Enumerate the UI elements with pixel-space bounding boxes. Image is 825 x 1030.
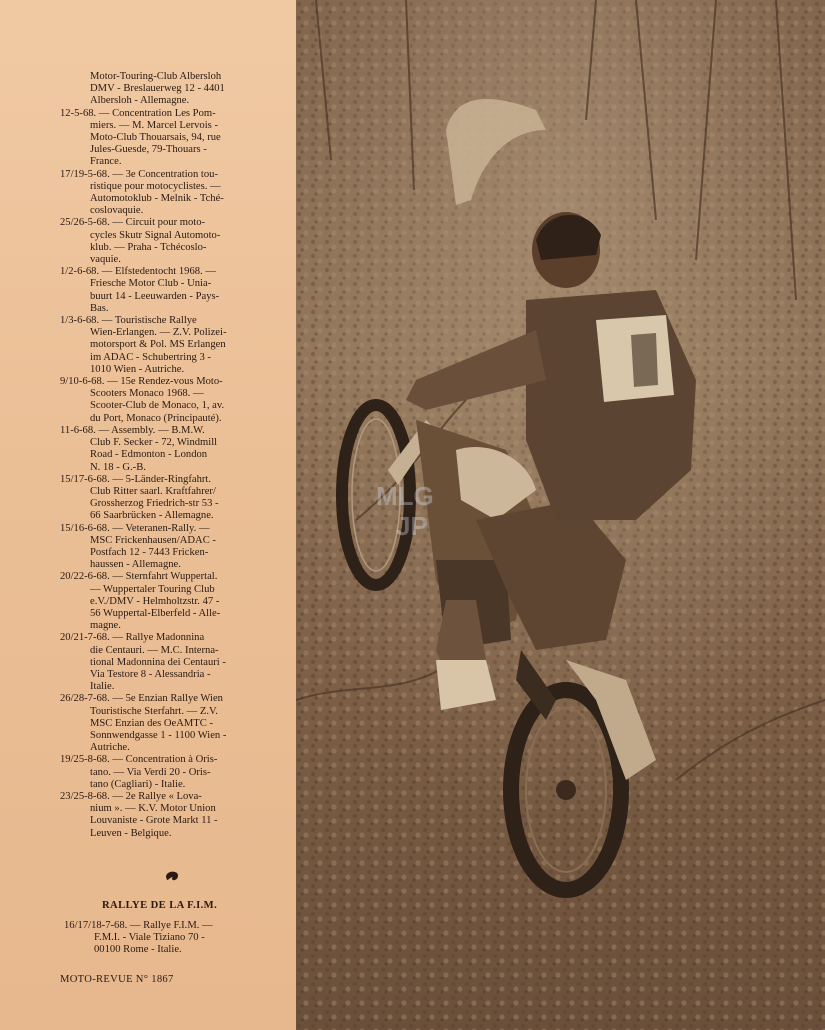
rider-photo-image (296, 0, 825, 1030)
calendar-entry-line: Friesche Motor Club - Unia- (90, 278, 212, 290)
calendar-entry (60, 169, 288, 218)
ornament-icon (164, 869, 180, 883)
rider-photo (296, 0, 825, 1030)
calendar-entry-line: Autriche. (90, 742, 130, 754)
calendar-entry (60, 571, 288, 632)
fim-section-heading: RALLYE DE LA F.I.M. (102, 900, 218, 911)
calendar-entry-headline: 1/3-6-68. — Touristische Rallye (60, 315, 197, 327)
calendar-entry-line: Leuven - Belgique. (90, 827, 172, 839)
calendar-entry-line: ristique pour motocyclistes. — (90, 180, 221, 192)
calendar-entry-headline: 19/25-8-68. — Concentration à Oris- (60, 754, 218, 766)
event-calendar (60, 71, 288, 840)
fim-line: 00100 Rome - Italie. (94, 944, 182, 956)
calendar-entry-line: tano (Cagliari) - Italie. (90, 778, 186, 790)
calendar-entry-headline: 25/26-5-68. — Circuit pour moto- (60, 217, 206, 229)
calendar-entry-line: Albersloh - Allemagne. (90, 95, 190, 107)
calendar-entry-line: N. 18 - G.-B. (90, 461, 146, 473)
calendar-entry-line: Road - Edmonton - London (90, 449, 208, 461)
calendar-entry-line: DMV - Breslauerweg 12 - 4401 (90, 83, 225, 95)
calendar-entry-line: Postfach 12 - 7443 Fricken- (90, 546, 209, 558)
calendar-entry-headline: 9/10-6-68. — 15e Rendez-vous Moto- (60, 376, 223, 388)
calendar-entry-line: Motor-Touring-Club Albersloh (90, 71, 222, 82)
calendar-entry-line: Club F. Secker - 72, Windmill (90, 437, 218, 449)
calendar-entry-line: MSC Enzian des OeAMTC - (90, 717, 213, 729)
calendar-entry-line: Italie. (90, 681, 115, 693)
calendar-entry-line: Via Testore 8 - Alessandria - (90, 668, 211, 680)
page-footer: MOTO-REVUE N° 1867 (60, 974, 174, 985)
calendar-entry-line: miers. — M. Marcel Lervois - (90, 119, 218, 131)
calendar-entry (60, 108, 288, 169)
calendar-entry-line: Bas. (90, 302, 109, 314)
calendar-entry-line: Touristische Sterfahrt. — Z.V. (90, 705, 218, 717)
calendar-entry-line: 1010 Wien - Autriche. (90, 363, 185, 375)
calendar-entry-headline: 15/16-6-68. — Veteranen-Rally. — (60, 522, 210, 534)
calendar-entry-line: 56 Wuppertal-Elberfeld - Alle- (90, 607, 221, 619)
calendar-entry (60, 791, 288, 840)
svg-text:MLG: MLG (376, 481, 434, 511)
calendar-entry-line: motorsport & Pol. MS Erlangen (90, 339, 226, 351)
calendar-entry-headline: 1/2-6-68. — Elfstedentocht 1968. — (60, 266, 216, 278)
calendar-entry-line: tional Madonnina dei Centauri - (90, 656, 226, 668)
calendar-entry (60, 217, 288, 266)
calendar-entry-line: buurt 14 - Leeuwarden - Pays- (90, 290, 220, 302)
calendar-entry-line: du Port, Monaco (Principauté). (90, 412, 222, 424)
calendar-entry-line: MSC Frickenhausen/ADAC - (90, 534, 216, 546)
calendar-entry-line: nium ». — K.V. Motor Union (90, 803, 216, 815)
svg-text:JP: JP (396, 511, 428, 541)
calendar-entry-line: Club Ritter saarl. Kraftfahrer/ (90, 485, 216, 497)
calendar-entry-line: magne. (90, 620, 121, 632)
calendar-entry-headline: 12-5-68. — Concentration Les Pom- (60, 107, 216, 119)
calendar-entry (60, 266, 288, 315)
fim-entry (64, 920, 288, 957)
calendar-entry-line: cycles Skutr Signal Automoto- (90, 229, 221, 241)
calendar-entry-line: Moto-Club Thouarsais, 94, rue (90, 132, 221, 144)
calendar-entry-line: coslovaquie. (90, 205, 144, 217)
calendar-entry (60, 693, 288, 754)
calendar-entry-line: e.V./DMV - Helmholtzstr. 47 - (90, 595, 220, 607)
calendar-entry-line: 66 Saarbrücken - Allemagne. (90, 510, 214, 522)
calendar-entry-line: vaquie. (90, 254, 121, 266)
calendar-entry-line: tano. — Via Verdi 20 - Oris- (90, 766, 211, 778)
calendar-entry-line: Jules-Guesde, 79-Thouars - (90, 144, 207, 156)
calendar-entry-headline: 23/25-8-68. — 2e Rallye « Lova- (60, 790, 202, 802)
calendar-entry-line: die Centauri. — M.C. Interna- (90, 644, 219, 656)
calendar-entry (60, 754, 288, 791)
calendar-entry-line: Grossherzog Friedrich-str 53 - (90, 498, 219, 510)
calendar-entry-headline: 26/28-7-68. — 5e Enzian Rallye Wien (60, 693, 223, 705)
text-column (0, 0, 296, 1030)
calendar-entry-line: Wien-Erlangen. — Z.V. Polizei- (90, 327, 227, 339)
calendar-entry-line: Scooter-Club de Monaco, 1, av. (90, 400, 225, 412)
calendar-entry-headline: 20/21-7-68. — Rallye Madonnina (60, 632, 205, 644)
calendar-entry-line: — Wuppertaler Touring Club (90, 583, 215, 595)
calendar-entry-line: haussen - Allemagne. (90, 559, 181, 571)
calendar-entry-line: Scooters Monaco 1968. — (90, 388, 204, 400)
calendar-entry (60, 71, 288, 108)
calendar-entry-line: Louvaniste - Grote Markt 11 - (90, 815, 218, 827)
calendar-entry-line: Automotoklub - Melnik - Tché- (90, 193, 224, 205)
calendar-entry-line: Sonnwendgasse 1 - 1100 Wien - (90, 729, 227, 741)
calendar-entry (60, 632, 288, 693)
calendar-entry (60, 376, 288, 425)
calendar-entry-headline: 20/22-6-68. — Sternfahrt Wuppertal. (60, 571, 218, 583)
calendar-entry (60, 315, 288, 376)
calendar-entry-headline: 15/17-6-68. — 5-Länder-Ringfahrt. (60, 473, 212, 485)
calendar-entry-line: im ADAC - Schubertring 3 - (90, 351, 211, 363)
calendar-entry (60, 425, 288, 474)
fim-line: 16/17/18-7-68. — Rallye F.I.M. — (64, 920, 213, 931)
calendar-entry-headline: 17/19-5-68. — 3e Concentration tou- (60, 168, 218, 180)
calendar-entry (60, 523, 288, 572)
fim-line: F.M.I. - Viale Tiziano 70 - (94, 932, 205, 944)
calendar-entry-headline: 11-6-68. — Assembly. — B.M.W. (60, 424, 205, 436)
calendar-entry-line: France. (90, 156, 122, 168)
calendar-entry (60, 474, 288, 523)
calendar-entry-line: klub. — Praha - Tchécoslo- (90, 241, 207, 253)
